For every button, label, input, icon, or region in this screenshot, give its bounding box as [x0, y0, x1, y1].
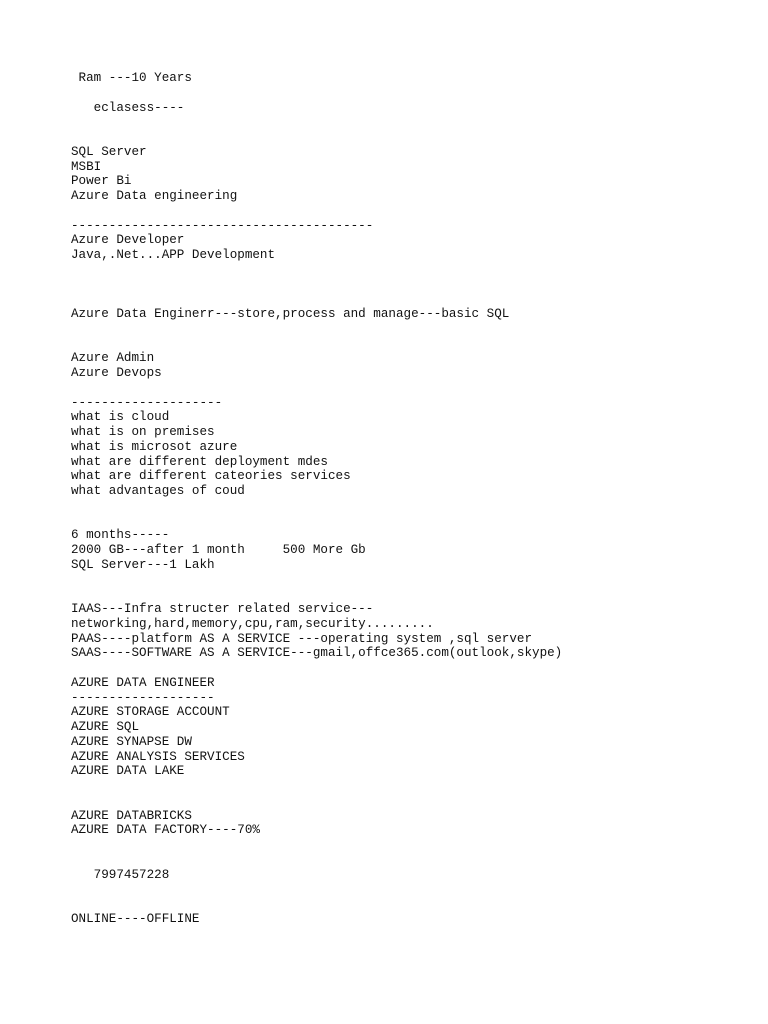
text-line: eclasess----	[71, 100, 185, 115]
text-line: what are different deployment mdes	[71, 454, 328, 469]
text-line: PAAS----platform AS A SERVICE ---operating system ,sql server	[71, 631, 533, 646]
text-line: AZURE DATA FACTORY----70%	[71, 823, 260, 838]
text-line	[71, 897, 562, 912]
text-line	[71, 86, 562, 101]
text-line	[71, 853, 562, 868]
text-line: what is microsot azure	[71, 439, 238, 454]
text-line: Azure Admin	[71, 351, 155, 366]
text-line	[71, 263, 562, 278]
text-line: IAAS---Infra structer related service---	[71, 602, 374, 616]
text-line	[71, 514, 562, 529]
text-line: 6 months-----	[71, 528, 170, 543]
text-line	[71, 794, 562, 809]
notes-text	[71, 71, 562, 927]
text-line: what is on premises	[71, 425, 215, 439]
text-line: SQL Server---1 Lakh	[71, 557, 215, 572]
text-line: what are different cateories services	[71, 469, 351, 484]
text-line: AZURE ANALYSIS SERVICES	[71, 749, 245, 764]
text-line: 7997457228	[71, 867, 170, 882]
text-line: networking,hard,memory,cpu,ram,security.........	[71, 616, 434, 631]
text-line: AZURE SQL	[71, 720, 140, 734]
text-line: SAAS----SOFTWARE AS A SERVICE---gmail,offce365.com(outlook,skype)	[71, 646, 563, 661]
text-line	[71, 779, 562, 794]
text-line: what advantages of coud	[71, 484, 245, 498]
text-line: Java,.Net...APP Development	[71, 248, 276, 262]
text-line: Power Bi	[71, 174, 132, 189]
text-line: --------------------	[71, 395, 223, 410]
text-line	[71, 337, 562, 352]
text-line: 2000 GB---after 1 month 500 More Gb	[71, 543, 366, 557]
text-line	[71, 882, 562, 897]
text-line: Azure Developer	[71, 233, 185, 248]
text-line: Azure Data engineering	[71, 189, 238, 203]
text-line: ----------------------------------------	[71, 218, 374, 233]
text-line: AZURE DATA LAKE	[71, 764, 185, 779]
text-line	[71, 322, 562, 337]
text-line: AZURE DATA ENGINEER	[71, 675, 215, 690]
text-line	[71, 573, 562, 588]
text-line: Ram ---10 Years	[71, 71, 192, 85]
text-line	[71, 278, 562, 293]
text-line: SQL Server	[71, 144, 147, 159]
text-line: AZURE SYNAPSE DW	[71, 734, 192, 749]
text-line: MSBI	[71, 159, 102, 174]
text-line	[71, 115, 562, 130]
text-line: AZURE STORAGE ACCOUNT	[71, 705, 230, 720]
text-line: ONLINE----OFFLINE	[71, 911, 200, 926]
text-line	[71, 381, 562, 396]
text-line	[71, 587, 562, 602]
text-line	[71, 130, 562, 145]
text-line: -------------------	[71, 690, 215, 705]
text-line	[71, 661, 562, 676]
text-line	[71, 204, 562, 219]
text-line	[71, 838, 562, 853]
text-line: Azure Devops	[71, 366, 162, 380]
text-line: Azure Data Enginerr---store,process and manage---basic SQL	[71, 307, 510, 321]
text-line	[71, 292, 562, 307]
text-line: AZURE DATABRICKS	[71, 808, 192, 823]
text-line: what is cloud	[71, 410, 170, 425]
text-line	[71, 499, 562, 514]
